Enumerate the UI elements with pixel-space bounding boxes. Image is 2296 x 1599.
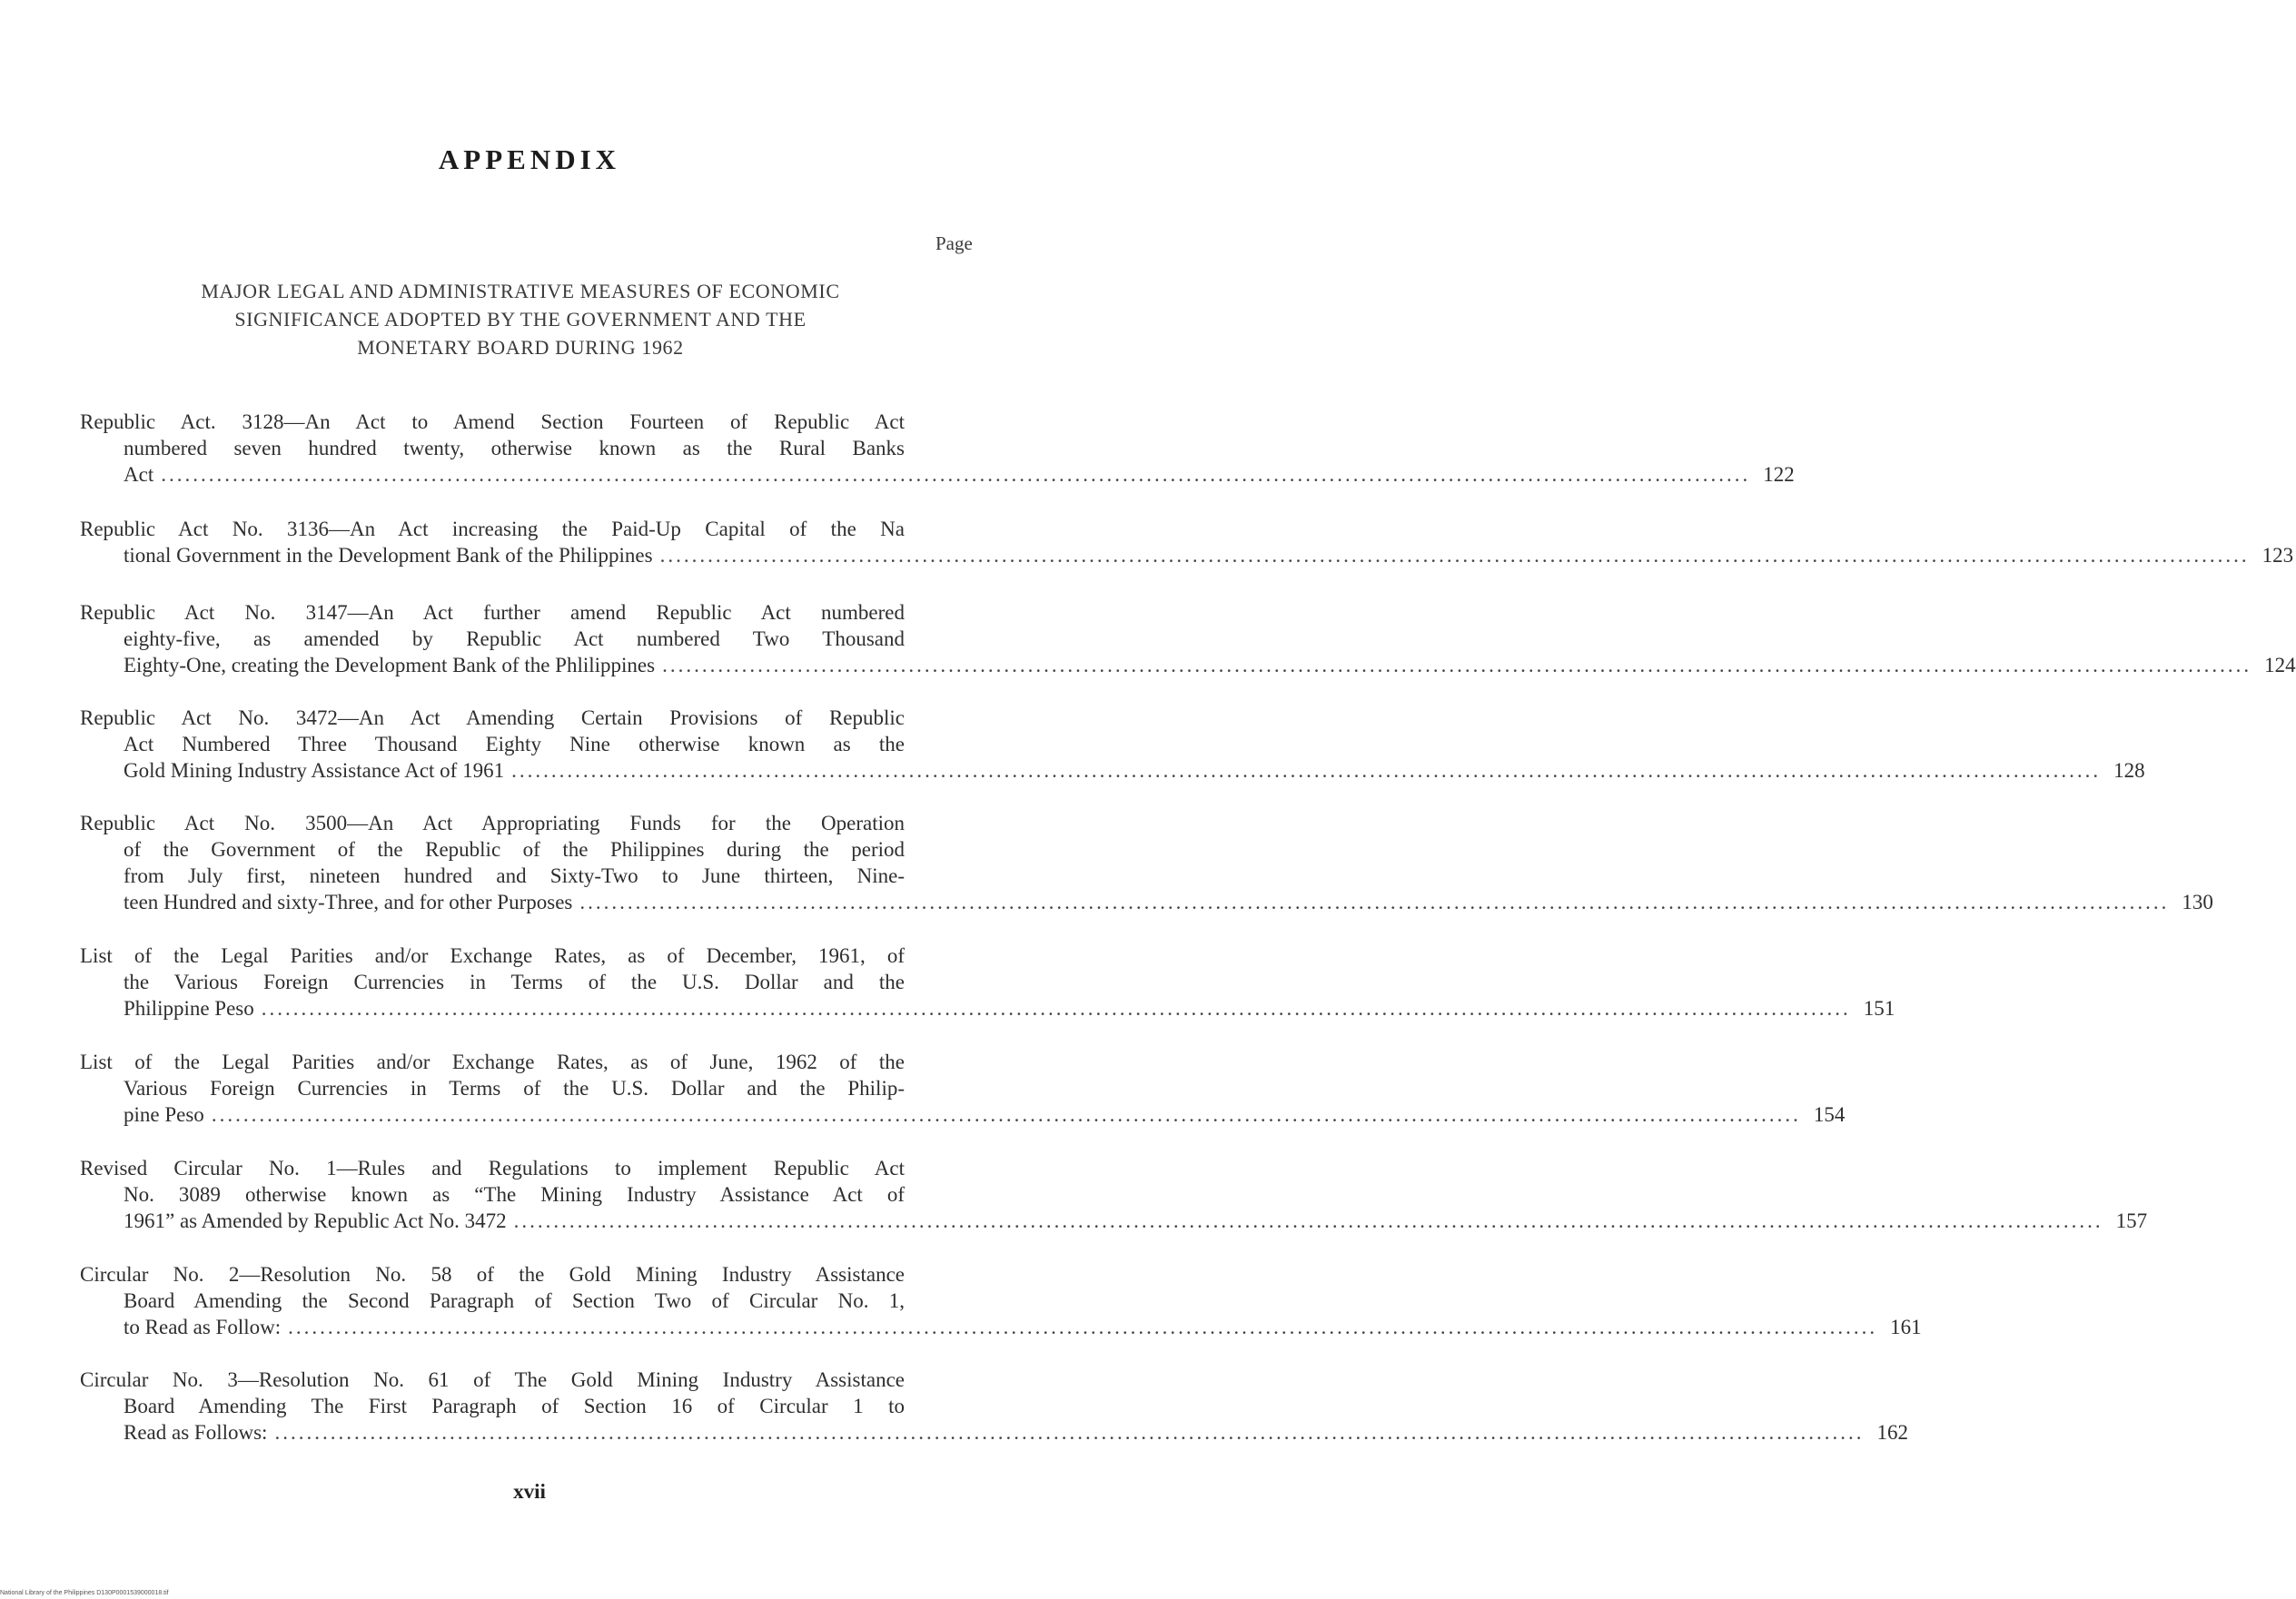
entry-line: Revised Circular No. 1—Rules and Regulations to implement Republic Act	[80, 1157, 905, 1180]
contents-entry	[80, 1367, 1908, 1446]
entry-page-number: 122	[1763, 463, 1795, 486]
section-heading-line: MONETARY BOARD DURING 1962	[357, 336, 684, 359]
dot-leader: ........................................................................................................................................................................................................	[288, 1316, 1878, 1338]
entry-line: 1961” as Amended by Republic Act No. 3472	[124, 1209, 507, 1232]
entry-line: numbered seven hundred twenty, otherwise known as the Rural Banks	[124, 437, 905, 459]
entry-line: Philippine Peso	[124, 997, 254, 1020]
entry-line: Republic Act No. 3136—An Act increasing the Paid-Up Capital of the Na	[80, 518, 905, 540]
dot-leader: ........................................................................................................................................................................................................	[511, 759, 2102, 782]
entry-last-line	[80, 1101, 1846, 1128]
contents-entry	[80, 409, 1795, 488]
dot-leader: ........................................................................................................................................................................................................	[261, 997, 1851, 1020]
entry-line: Republic Act No. 3472—An Act Amending Certain Provisions of Republic	[80, 706, 905, 729]
entry-line: Board Amending the Second Paragraph of Section Two of Circular No. 1,	[124, 1289, 905, 1312]
entry-page-number: 123	[2261, 544, 2294, 567]
dot-leader: ........................................................................................................................................................................................................	[161, 463, 1751, 486]
entry-page-number: 161	[1890, 1316, 1922, 1338]
dot-leader: ........................................................................................................................................................................................................	[274, 1421, 1865, 1444]
entry-line: Act	[124, 463, 154, 486]
entry-page-number: 151	[1863, 997, 1895, 1020]
entry-line: Republic Act No. 3500—An Act Appropriating Funds for the Operation	[80, 812, 905, 834]
appendix-title: APPENDIX	[438, 143, 621, 175]
dot-leader: ........................................................................................................................................................................................................	[662, 654, 2252, 676]
contents-entry	[80, 943, 1895, 1022]
entry-last-line	[80, 1314, 1922, 1340]
scan-footer-note: National Library of the Philippines D130P0001539000018.tif	[0, 1590, 169, 1596]
entry-last-line	[80, 757, 2145, 784]
entry-page-number: 124	[2264, 654, 2296, 676]
entry-last-line	[80, 1208, 2148, 1234]
entry-line: the Various Foreign Currencies in Terms of the U.S. Dollar and the	[124, 971, 905, 993]
entry-last-line	[80, 889, 2213, 915]
entry-line: Republic Act. 3128—An Act to Amend Section Fourteen of Republic Act	[80, 410, 905, 433]
contents-entry	[80, 599, 2296, 678]
entry-last-line	[80, 995, 1895, 1022]
entry-line: Circular No. 3—Resolution No. 61 of The Gold Mining Industry Assistance	[80, 1368, 905, 1391]
entry-line: to Read as Follow:	[124, 1316, 282, 1338]
entry-page-number: 128	[2113, 759, 2145, 782]
entry-line: Act Numbered Three Thousand Eighty Nine otherwise known as the	[124, 733, 905, 755]
entry-line: teen Hundred and sixty-Three, and for other Purposes	[124, 891, 573, 913]
page-folio: xvii	[513, 1480, 546, 1503]
entry-line: Read as Follows:	[124, 1421, 268, 1444]
contents-entry	[80, 705, 2145, 784]
entry-line: Gold Mining Industry Assistance Act of 1961	[124, 759, 505, 782]
entry-page-number: 154	[1813, 1103, 1846, 1126]
entry-last-line	[80, 652, 2296, 678]
entry-page-number: 162	[1876, 1421, 1908, 1444]
dot-leader: ........................................................................................................................................................................................................	[211, 1103, 1801, 1126]
page-column-label: Page	[935, 232, 973, 254]
entry-last-line	[80, 461, 1795, 488]
contents-entry	[80, 1261, 1922, 1340]
entry-line: from July first, nineteen hundred and Sixty-Two to June thirteen, Nine-	[124, 864, 905, 887]
entry-page-number: 130	[2182, 891, 2213, 913]
entry-last-line	[80, 542, 2294, 568]
entry-line: No. 3089 otherwise known as “The Mining Industry Assistance Act of	[124, 1183, 905, 1206]
entry-last-line	[80, 1419, 1908, 1446]
entry-line: Circular No. 2—Resolution No. 58 of the Gold Mining Industry Assistance	[80, 1263, 905, 1286]
dot-leader: ........................................................................................................................................................................................................	[513, 1209, 2103, 1232]
entry-line: Republic Act No. 3147—An Act further amend Republic Act numbered	[80, 601, 905, 624]
entry-line: pine Peso	[124, 1103, 204, 1126]
section-heading-line: MAJOR LEGAL AND ADMINISTRATIVE MEASURES OF ECONOMIC	[201, 280, 840, 302]
entry-line: Various Foreign Currencies in Terms of the U.S. Dollar and the Philip-	[124, 1077, 905, 1100]
entry-line: Eighty-One, creating the Development Bank of the Phlilippines	[124, 654, 656, 676]
entry-line: List of the Legal Parities and/or Exchange Rates, as of December, 1961, of	[80, 944, 905, 967]
contents-entry	[80, 1049, 1846, 1128]
entry-line: List of the Legal Parities and/or Exchange Rates, as of June, 1962 of the	[80, 1051, 905, 1073]
contents-entry	[80, 1155, 2148, 1234]
entry-line: eighty-five, as amended by Republic Act numbered Two Thousand	[124, 627, 905, 650]
dot-leader: ........................................................................................................................................................................................................	[579, 891, 2170, 913]
entry-line: tional Government in the Development Bank of the Philippines	[124, 544, 653, 567]
entry-page-number: 157	[2115, 1209, 2148, 1232]
section-heading	[82, 277, 959, 361]
contents-entry	[80, 810, 2213, 915]
section-heading-line: SIGNIFICANCE ADOPTED BY THE GOVERNMENT AND THE	[234, 308, 807, 331]
dot-leader: ........................................................................................................................................................................................................	[659, 544, 2250, 567]
contents-entry	[80, 516, 2294, 568]
entry-line: Board Amending The First Paragraph of Section 16 of Circular 1 to	[124, 1395, 905, 1417]
entry-line: of the Government of the Republic of the Philippines during the period	[124, 838, 905, 861]
